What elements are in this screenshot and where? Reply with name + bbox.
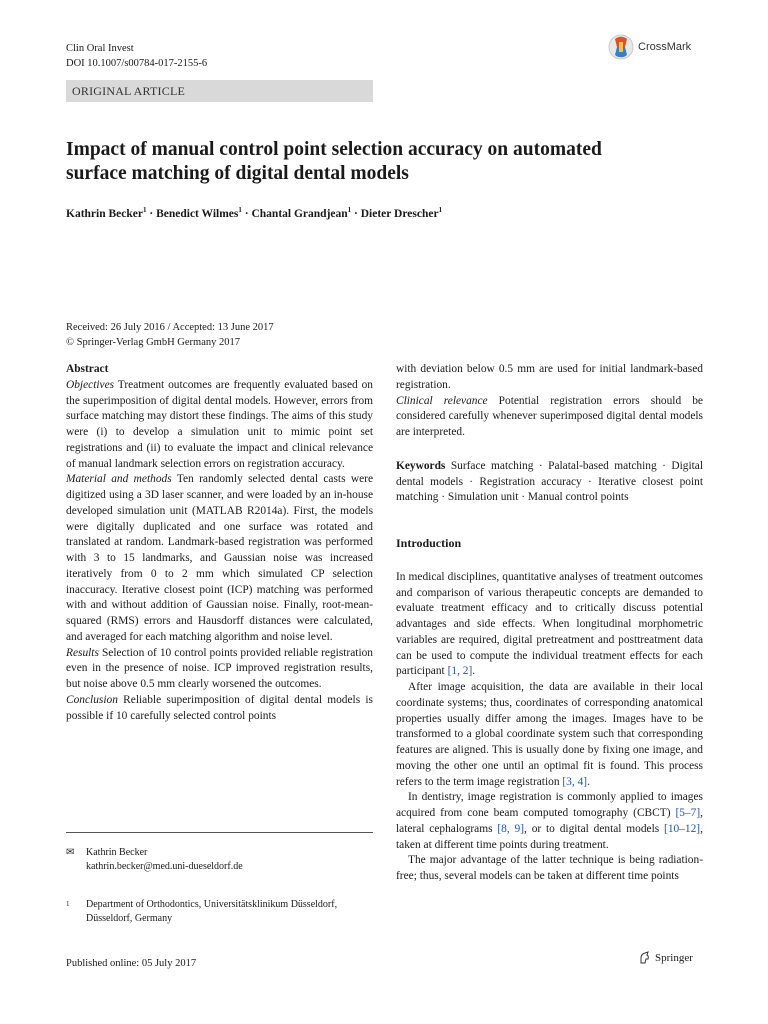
conclusion-text: Reliable superimposition of digital dental models is possible if 10 carefully selected control points [66, 693, 373, 722]
abstract-methods [66, 472, 373, 645]
keywords-text: Surface matching · Palatal-based matching · Digital dental models · Registration accuracy · Iterative closest point matching · Simulation unit · Manual control points [396, 459, 703, 504]
abstract-results [66, 646, 373, 693]
intro-p3-text: , taken at different time points during treatment. [396, 822, 703, 851]
abstract-heading: Abstract [66, 363, 109, 375]
conclusion-continued: with deviation below 0.5 mm are used for initial landmark-based registration. [396, 363, 703, 391]
affiliation-line-2: Düsseldorf, Germany [86, 912, 173, 924]
envelope-icon: ✉ [66, 847, 75, 858]
intro-p1-text: In medical disciplines, quantitative analyses of treatment outcomes and comparison of various therapeutic concepts are demanded to evaluate treatment efficacy and to critically discuss potential advantages and side effects. When longitudinal morphometric variables are required, digital pretreatment and posttreatment data can be used to compute the individual treatment effects for each participant [396, 570, 703, 678]
author-separator: · [146, 207, 157, 220]
crossmark-label: CrossMark [638, 41, 692, 53]
author-name[interactable]: Kathrin Becker [66, 207, 143, 220]
journal-name: Clin Oral Invest [66, 43, 134, 54]
objectives-text: Treatment outcomes are frequently evaluated based on the superimposition of digital dental models. However, errors from surface matching may distort these findings. The aims of this study were (i) to develop a simulation unit to mimic point set registrations and (ii) to evaluate the impact and clinical relevance of manual landmark selection errors on registration accuracy. [66, 378, 373, 470]
author-separator: · [241, 207, 252, 220]
publisher-name: Springer [655, 952, 693, 964]
doi[interactable]: DOI 10.1007/s00784-017-2155-6 [66, 58, 208, 69]
publication-dates [66, 320, 274, 350]
clinical-relevance [396, 394, 703, 441]
citation-link[interactable]: [3, 4] [562, 775, 588, 788]
contact-email[interactable]: kathrin.becker@med.uni-dueseldorf.de [86, 860, 243, 872]
intro-paragraph-1: In medical disciplines, quantitative analyses of treatment outcomes and comparison of various therapeutic concepts are demanded to evaluate treatment efficacy and to critically discuss potential advantages and side effects. When longitudinal morphometric variables are required, digital pretreatment and posttreatment data can be used to compute the individual treatment effects for each participant [1, 2]. [396, 570, 703, 678]
citation-link[interactable]: [5–7] [675, 807, 701, 819]
objectives-label: Objectives [66, 378, 115, 391]
abstract-objectives [66, 378, 373, 473]
affiliation-number: 1 [66, 900, 70, 908]
intro-p3-text: In dentistry, image registration is commonly applied to images acquired from cone beam computed tomography (CBCT) [396, 791, 703, 819]
keywords-label: Keywords [396, 459, 446, 472]
author-name[interactable]: Chantal Grandjean [251, 207, 348, 220]
author-affil: 1 [238, 206, 242, 214]
results-label: Results [66, 646, 99, 659]
citation-link[interactable]: [10–12] [664, 822, 701, 835]
abstract-column [66, 362, 373, 724]
results-text: Selection of 10 control points provided reliable registration even in the presence of noise. ICP improved registration results, but noise above 0.5 mm clearly worsened the outcomes. [66, 646, 373, 690]
crossmark-badge[interactable] [608, 33, 708, 61]
author-affil: 1 [438, 206, 443, 214]
author-name[interactable]: Dieter Drescher [360, 207, 439, 220]
intro-p2-text: After image acquisition, the data are available in their local coordinate systems; thus, coordinates of corresponding anatomical properties usually differ among the images. Images have to be transformed to a global coordinate system such that corresponding features are aligned. This is usually done by fixing one image, and moving the other one until an optimal fit is found. This process refers to the term image registration [396, 681, 703, 788]
intro-p3-text: , lateral cephalograms [396, 807, 703, 835]
author-separator: · [351, 207, 361, 220]
footnote-divider [66, 832, 373, 833]
contact-name: Kathrin Becker [86, 847, 148, 858]
methods-text: Ten randomly selected dental casts were digitized using a 3D laser scanner, and were loaded by an in-house developed simulation unit (MATLAB R2014a). First, the models were digitally duplicated and one surface was rotated and translated at random. Landmark-based registration was performed with 3 to 15 landmarks, and Gaussian noise was increased iteratively from 0 to 2 mm which simulated CP selection inaccuracy. Iterative closest point (ICP) matching was performed with and without addition of Gaussian noise. Finally, root-mean-squared (RMS) errors and Hausdorff distances were calculated, and averaged for each matching algorithm and noise level. [66, 473, 374, 643]
intro-paragraph-3 [396, 790, 703, 853]
title-line-2: surface matching of digital dental models [66, 163, 409, 184]
author-affil: 1 [347, 206, 352, 214]
springer-horse-icon [638, 951, 652, 965]
received-accepted: Received: 26 July 2016 / Accepted: 13 June 2017 [66, 322, 274, 333]
intro-paragraph-2: After image acquisition, the data are available in their local coordinate systems; thus, coordinates of corresponding anatomical properties usually differ among the images. Images have to be transformed to a global coordinate system such that corresponding features are aligned. This is usually done by fixing one image, and moving the other one until an optimal fit is found. This process refers to the term image registration [3, 4]. [396, 681, 703, 788]
article-title [66, 138, 706, 186]
citation-link[interactable]: [8, 9] [497, 822, 525, 835]
author-list [66, 206, 442, 220]
affiliation-line-1: Department of Orthodontics, Universitätsklinikum Düsseldorf, [86, 899, 338, 910]
affiliation [66, 898, 366, 925]
relevance-label: Clinical relevance [396, 394, 488, 407]
right-column [396, 362, 703, 885]
corresponding-author [66, 846, 243, 873]
introduction-heading: Introduction [396, 536, 462, 550]
article-type-banner: ORIGINAL ARTICLE [66, 80, 373, 102]
abstract-conclusion [66, 693, 373, 725]
intro-p3-text: , or to digital dental models [524, 822, 660, 835]
intro-paragraph-4: The major advantage of the latter technique is being radiation-free; thus, several models can be taken at different time points [396, 854, 703, 882]
published-online: Published online: 05 July 2017 [66, 958, 197, 969]
journal-info [66, 41, 207, 71]
publisher-logo[interactable] [638, 951, 693, 965]
crossmark-icon [608, 34, 634, 60]
keywords [396, 459, 703, 506]
author-name[interactable]: Benedict Wilmes [156, 207, 239, 220]
title-line-1: Impact of manual control point selection accuracy on automated [66, 139, 602, 160]
methods-label: Material and methods [66, 473, 172, 486]
conclusion-label: Conclusion [66, 693, 118, 706]
citation-link[interactable]: [1, 2] [447, 665, 473, 678]
author-affil: 1 [142, 206, 147, 214]
copyright: © Springer-Verlag GmbH Germany 2017 [66, 337, 240, 348]
relevance-text: Potential registration errors should be considered carefully whenever superimposed digital dental models are interpreted. [396, 394, 703, 438]
